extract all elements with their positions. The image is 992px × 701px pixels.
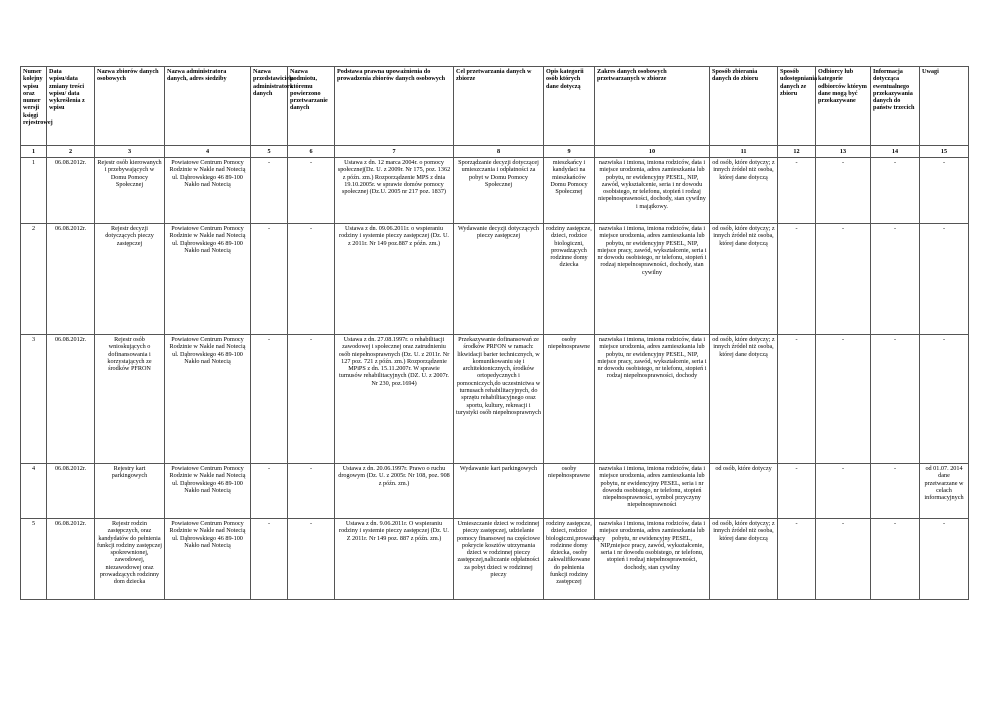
table-cell: nazwiska i imiona, imiona rodziców, data i miejsce urodzenia, adres zamieszkania lub pobytu, nr ewidencyjny PESEL, NIP, miejsce pracy, zawód, wykształcenie, seria i nr dowodu osobistego, nr telefonu, stopień i rodzaj niepełnosprawności, dochody, stan cywilny bbox=[595, 224, 710, 335]
table-cell: Ustawa z dn. 20.06.1997r. Prawo o ruchu drogowym (Dz. U. z 2005r. Nr 108, poz. 908 z późn. zm.) bbox=[335, 464, 454, 519]
table-cell: nazwiska i imiona, imiona rodziców, data i miejsce urodzenia, adres zamieszkania lub pobytu, nr ewidencyjny PESEL, seria i nr dowodu osobistego, nr telefonu, stopień niepełnosprawności, symbol przyczyny niepełnosprawności bbox=[595, 464, 710, 519]
table-row bbox=[21, 519, 969, 600]
table-cell: mieszkańcy i kandydaci na mieszkańców Domu Pomocy Społecznej bbox=[544, 158, 595, 224]
table-cell: - bbox=[816, 335, 871, 464]
table-cell: 06.08.2012r. bbox=[47, 519, 95, 600]
table-cell: Wydawanie kart parkingowych bbox=[454, 464, 544, 519]
column-number: 10 bbox=[595, 146, 710, 158]
table-cell: od osób, które dotyczy; z innych źródeł niż osoba, której dane dotyczą bbox=[710, 335, 778, 464]
header-cell: Odbiorcy lub kategorie odbiorców którym dane mogą być przekazywane bbox=[816, 67, 871, 146]
table-cell: 2 bbox=[21, 224, 47, 335]
column-number-row bbox=[21, 146, 969, 158]
header-cell: Nazwa przedstawiciela administratora danych bbox=[251, 67, 288, 146]
table-cell: od osób, które dotyczy bbox=[710, 464, 778, 519]
column-number: 14 bbox=[871, 146, 920, 158]
table-cell: - bbox=[816, 158, 871, 224]
table-cell: - bbox=[778, 464, 816, 519]
register-table-container bbox=[20, 66, 969, 600]
table-cell: Powiatowe Centrum Pomocy Rodzinie w Nakle nad Notecią ul. Dąbrowskiego 46 89-100 Nakło nad Notecią bbox=[165, 519, 251, 600]
table-cell: Ustawa z dn. 09.06.2011r. o wspieraniu rodziny i systemie pieczy zastępczej (Dz. U. z 2011r. Nr 149 poz.887 z późn. zm.) bbox=[335, 224, 454, 335]
header-cell: Cel przetwarzania danych w zbiorze bbox=[454, 67, 544, 146]
header-cell: Nazwa zbiorów danych osobowych bbox=[95, 67, 165, 146]
table-cell: od osób, które dotyczy; z innych źródeł niż osoba, której dane dotyczą bbox=[710, 158, 778, 224]
table-cell: - bbox=[816, 519, 871, 600]
table-cell: - bbox=[816, 464, 871, 519]
table-cell: - bbox=[871, 158, 920, 224]
table-cell: od 01.07. 2014 dane przetwarzane w celach informacyjnych bbox=[920, 464, 969, 519]
table-cell: - bbox=[288, 335, 335, 464]
table-row bbox=[21, 224, 969, 335]
table-cell: Rejestr osób kierowanych i przebywających w Domu Pomocy Społecznej bbox=[95, 158, 165, 224]
table-cell: Rejestr osób wnioskujących o dofinansowania i korzystających ze środków PFRON bbox=[95, 335, 165, 464]
column-number: 4 bbox=[165, 146, 251, 158]
header-cell: Nazwa podmiotu, któremu powierzono przetwarzanie danych bbox=[288, 67, 335, 146]
table-cell: - bbox=[251, 335, 288, 464]
column-number: 15 bbox=[920, 146, 969, 158]
table-cell: 06.08.2012r. bbox=[47, 464, 95, 519]
table-cell: Rejestr decyzji dotyczących pieczy zastępczej bbox=[95, 224, 165, 335]
table-cell: - bbox=[920, 335, 969, 464]
header-cell: Opis kategorii osób których dane dotyczą bbox=[544, 67, 595, 146]
table-cell: 06.08.2012r. bbox=[47, 158, 95, 224]
table-cell: od osób, które dotyczy; z innych źródeł niż osoba, której dane dotyczą bbox=[710, 519, 778, 600]
table-cell: Powiatowe Centrum Pomocy Rodzinie w Nakle nad Notecią ul. Dąbrowskiego 46 89-100 Nakło nad Notecią bbox=[165, 464, 251, 519]
header-cell: Informacja dotycząca ewentualnego przekazywania danych do państw trzecich bbox=[871, 67, 920, 146]
table-cell: - bbox=[778, 519, 816, 600]
table-cell: - bbox=[778, 224, 816, 335]
header-row bbox=[21, 67, 969, 146]
header-cell: Sposób udostępniania danych ze zbioru bbox=[778, 67, 816, 146]
table-cell: - bbox=[251, 158, 288, 224]
table-cell: Rejestry kart parkingowych bbox=[95, 464, 165, 519]
table-cell: nazwiska i imiona, imiona rodziców, data i miejsce urodzenia, adres zamieszkania lub pobytu, nr ewidencyjny PESEL, NIP,miejsce pracy, zawód, wykształcenie, seria i nr dowodu osobistego, nr telefonu, stopień i rodzaj niepełnosprawności, dochody, stan cywilny bbox=[595, 519, 710, 600]
column-number: 13 bbox=[816, 146, 871, 158]
column-number: 6 bbox=[288, 146, 335, 158]
table-cell: Powiatowe Centrum Pomocy Rodzinie w Nakle nad Notecią ul. Dąbrowskiego 46 89-100 Nakło nad Notecią bbox=[165, 224, 251, 335]
table-cell: - bbox=[920, 519, 969, 600]
table-cell: 1 bbox=[21, 158, 47, 224]
header-cell: Zakres danych osobowych przetwarzanych w zbiorze bbox=[595, 67, 710, 146]
header-cell: Podstawa prawna upoważnienia do prowadzenia zbiorów danych osobowych bbox=[335, 67, 454, 146]
table-cell: 06.08.2012r. bbox=[47, 224, 95, 335]
table-cell: Powiatowe Centrum Pomocy Rodzinie w Nakle nad Notecią ul. Dąbrowskiego 46 89-100 Nakło nad Notecią bbox=[165, 158, 251, 224]
column-number: 2 bbox=[47, 146, 95, 158]
table-cell: osoby niepełnosprawne bbox=[544, 464, 595, 519]
column-number: 11 bbox=[710, 146, 778, 158]
table-cell: Rejestr rodzin zastępczych, oraz kandydatów do pełnienia funkcji rodziny zastępczej spokrewnionej, zawodowej, niezawodowej oraz prowadzących rodzinny dom dziecka bbox=[95, 519, 165, 600]
header-cell: Numer kolejny wpisu oraz numer wersji księgi rejestrowej bbox=[21, 67, 47, 146]
table-row bbox=[21, 158, 969, 224]
header-cell: Data wpisu/data zmiany treści wpisu/ data wykreślenia z wpisu bbox=[47, 67, 95, 146]
table-cell: - bbox=[288, 158, 335, 224]
header-cell: Sposób zbierania danych do zbioru bbox=[710, 67, 778, 146]
header-cell: Uwagi bbox=[920, 67, 969, 146]
table-cell: Ustawa z dn. 12 marca 2004r. o pomocy społecznej(Dz. U. z 2009r. Nr 175, poz. 1362 z późn. zm.) Rozporządzenie MPS z dnia 19.10.2005r. w sprawie domów pomocy społecznej (Dz.U. 2005 nr 217 poz. 1837) bbox=[335, 158, 454, 224]
table-cell: 4 bbox=[21, 464, 47, 519]
column-number: 9 bbox=[544, 146, 595, 158]
column-number: 5 bbox=[251, 146, 288, 158]
table-cell: osoby niepełnosprawne bbox=[544, 335, 595, 464]
table-cell: - bbox=[871, 464, 920, 519]
register-table bbox=[20, 66, 969, 600]
table-cell: - bbox=[251, 224, 288, 335]
table-cell: - bbox=[920, 224, 969, 335]
table-cell: Ustawa z dn. 27.08.1997r. o rehabilitacji zawodowej i społecznej oraz zatrudnieniu osób niepełnosprawnych (Dz. U. z 2011r. Nr 127 poz. 721 z późn. zm.) Rozporządzenie MPiPS z dn. 15.11.2007r. W sprawie turnusów rehabilitacyjnych (DZ. U. z 2007r. Nr 230, poz.1694) bbox=[335, 335, 454, 464]
table-cell: 5 bbox=[21, 519, 47, 600]
table-cell: Powiatowe Centrum Pomocy Rodzinie w Nakle nad Notecią ul. Dąbrowskiego 46 89-100 Nakło nad Notecią bbox=[165, 335, 251, 464]
table-cell: - bbox=[871, 519, 920, 600]
table-cell: nazwiska i imiona, imiona rodziców, data i miejsce urodzenia, adres zamieszkania lub pobytu, nr ewidencyjny PESEL, NIP, miejsce pracy, zawód, wykształcenie, seria i nr dowodu osobistego, nr telefonu, stopień i rodzaj niepełnosprawności, dochody bbox=[595, 335, 710, 464]
table-cell: - bbox=[778, 335, 816, 464]
header-cell: Nazwa administratora danych, adres siedziby bbox=[165, 67, 251, 146]
table-cell: - bbox=[871, 224, 920, 335]
table-row bbox=[21, 464, 969, 519]
table-cell: - bbox=[778, 158, 816, 224]
column-number: 12 bbox=[778, 146, 816, 158]
column-number: 7 bbox=[335, 146, 454, 158]
table-cell: 06.08.2012r. bbox=[47, 335, 95, 464]
table-cell: rodziny zastępcze, dzieci, rodzice biologiczni,prowadzący rodzinne domy dziecka, osoby zakwalifikowane do pełnienia funkcji rodziny zastępczej bbox=[544, 519, 595, 600]
table-row bbox=[21, 335, 969, 464]
table-cell: rodziny zastępcze, dzieci, rodzice biologiczni, prowadzących rodzinne domy dziecka bbox=[544, 224, 595, 335]
table-cell: - bbox=[816, 224, 871, 335]
table-cell: - bbox=[251, 519, 288, 600]
column-number: 8 bbox=[454, 146, 544, 158]
table-cell: Umieszczanie dzieci w rodzinnej pieczy zastępczej, udzielanie pomocy finansowej na częściowe pokrycie kosztów utrzymania dzieci w rodzinnej pieczy zastępczej,naliczanie odpłatności za pobyt dzieci w rodzinnej pieczy bbox=[454, 519, 544, 600]
table-cell: - bbox=[288, 224, 335, 335]
table-cell: nazwiska i imiona, imiona rodziców, data i miejsce urodzenia, adres zamieszkania lub pobytu, nr ewidencyjny PESEL, NIP, zawód, wykształcenie, seria i nr dowodu osobistego, nr telefonu, stopień i rodzaj niepełnosprawności, dochody, stan cywilny i majątkowy. bbox=[595, 158, 710, 224]
column-number: 1 bbox=[21, 146, 47, 158]
table-cell: od osób, które dotyczy; z innych źródeł niż osoba, której dane dotyczą bbox=[710, 224, 778, 335]
table-cell: Przekazywanie dofinansowań ze środków PRFON w ramach: likwidacji barier technicznych, w komunikowaniu się i architektonicznych, środków ortopedycznych i pomocniczych,do uczestnictwa w turnusach rehabilitacyjnych, do sprzętu rehabilitacyjnego oraz sportu, kultury, rekreacji i turystyki osób niepełnosprawnych bbox=[454, 335, 544, 464]
table-cell: - bbox=[871, 335, 920, 464]
table-cell: 3 bbox=[21, 335, 47, 464]
table-cell: Ustawa z dn. 9.06.2011r. O wspieraniu rodziny i systemie pieczy zastępczej (Dz. U. Z 2011r. Nr 149 poz. 887 z późn. zm.) bbox=[335, 519, 454, 600]
table-cell: Wydawanie decyzji dotyczących pieczy zastępczej bbox=[454, 224, 544, 335]
table-cell: Sporządzanie decyzji dotyczącej umieszczania i odpłatności za pobyt w Domu Pomocy Społecznej bbox=[454, 158, 544, 224]
table-cell: - bbox=[288, 519, 335, 600]
table-cell: - bbox=[288, 464, 335, 519]
table-cell: - bbox=[251, 464, 288, 519]
column-number: 3 bbox=[95, 146, 165, 158]
table-cell: - bbox=[920, 158, 969, 224]
